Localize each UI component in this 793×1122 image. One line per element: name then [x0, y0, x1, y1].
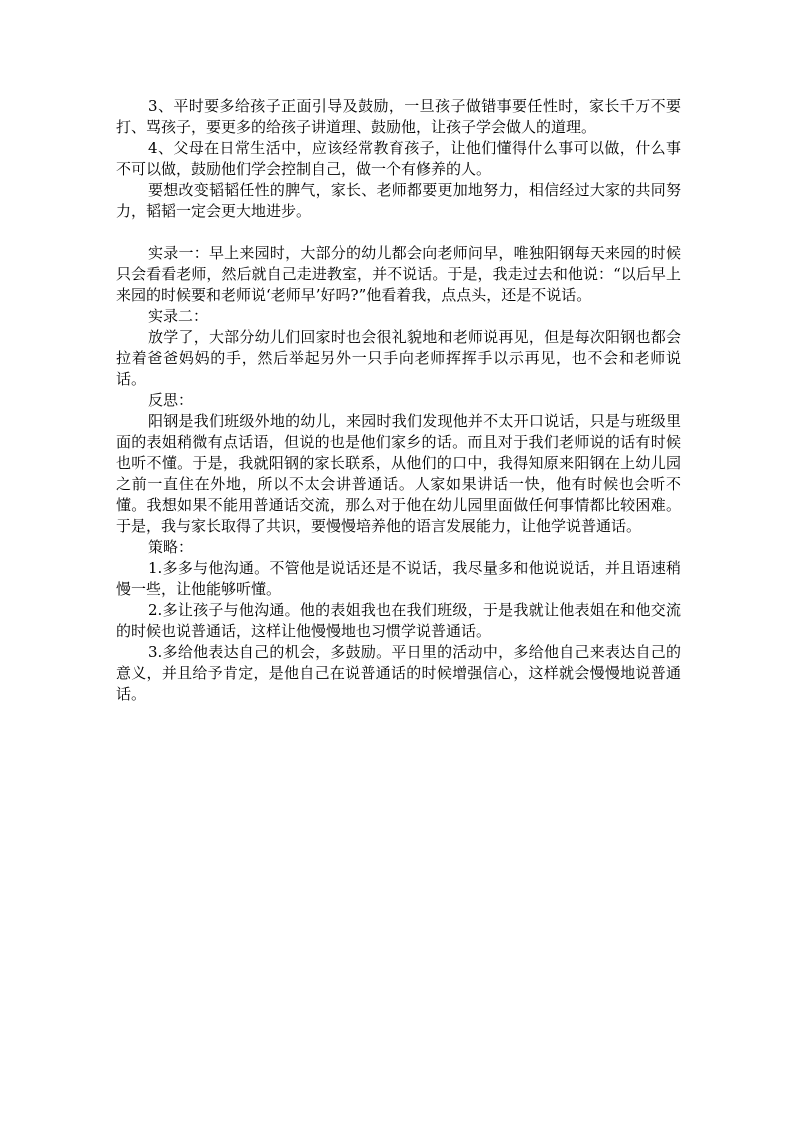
paragraph-conclusion: 要想改变韬韬任性的脾气，家长、老师都要更加地努力，相信经过大家的共同努力，韬韬一定会更大地进步。: [116, 181, 681, 220]
paragraph-reflection: 阳钢是我们班级外地的幼儿，来园时我们发现他并不太开口说话，只是与班级里面的表姐稍微有点话语，但说的也是他们家乡的话。而且对于我们老师说的话有时候也听不懂。于是，我就阳钢的家长联系，从他们的口中，我得知原来阳钢在上幼儿园之前一直住在外地，所以不太会讲普通话。人家如果讲话一快，他有时候也会听不懂。我想如果不能用普通话交流，那么对于他在幼儿园里面做任何事情都比较困难。于是，我与家长取得了共识，要慢慢培养他的语言发展能力，让他学说普通话。: [116, 412, 681, 535]
heading-strategy: 策略：: [148, 538, 194, 556]
paragraph-record-two: 放学了，大部分幼儿们回家时也会很礼貌地和老师说再见，但是每次阳钢也都会拉着爸爸妈妈的手，然后举起另外一只手向老师挥挥手以示再见，也不会和老师说话。: [116, 328, 681, 388]
heading-record-two: 实录二：: [148, 307, 209, 325]
paragraph-record-one: 实录一：早上来园时，大部分的幼儿都会向老师问早，唯独阳钢每天来园的时候只会看看老师，然后就自己走进教室，并不说话。于是，我走过去和他说：“以后早上来园的时候要和老师说‘老师早’好吗?”他看着我，点点头，还是不说话。: [116, 244, 681, 304]
paragraph-parent-guidance: 3、平时要多给孩子正面引导及鼓励，一旦孩子做错事要任性时，家长千万不要打、骂孩子，要更多的给孩子讲道理、鼓励他，让孩子学会做人的道理。: [116, 97, 681, 136]
list-item-strategy-3: 3.多给他表达自己的机会，多鼓励。平日里的活动中，多给他自己来表达自己的意义，并且给予肯定，是他自己在说普通话的时候增强信心，这样就会慢慢地说普通话。: [116, 643, 681, 703]
paragraph-spacer: [116, 222, 681, 243]
document-page: [116, 96, 681, 705]
paragraph-daily-education: 4、父母在日常生活中，应该经常教育孩子，让他们懂得什么事可以做，什么事不可以做，鼓励他们学会控制自己，做一个有修养的人。: [116, 139, 681, 178]
heading-reflection: 反思：: [148, 391, 194, 409]
list-item-strategy-1: 1.多多与他沟通。不管他是说话还是不说话，我尽量多和他说说话，并且语速稍慢一些，让他能够听懂。: [116, 559, 681, 598]
list-item-strategy-2: 2.多让孩子与他沟通。他的表姐我也在我们班级，于是我就让他表姐在和他交流的时候也说普通话，这样让他慢慢地也习惯学说普通话。: [116, 601, 681, 640]
